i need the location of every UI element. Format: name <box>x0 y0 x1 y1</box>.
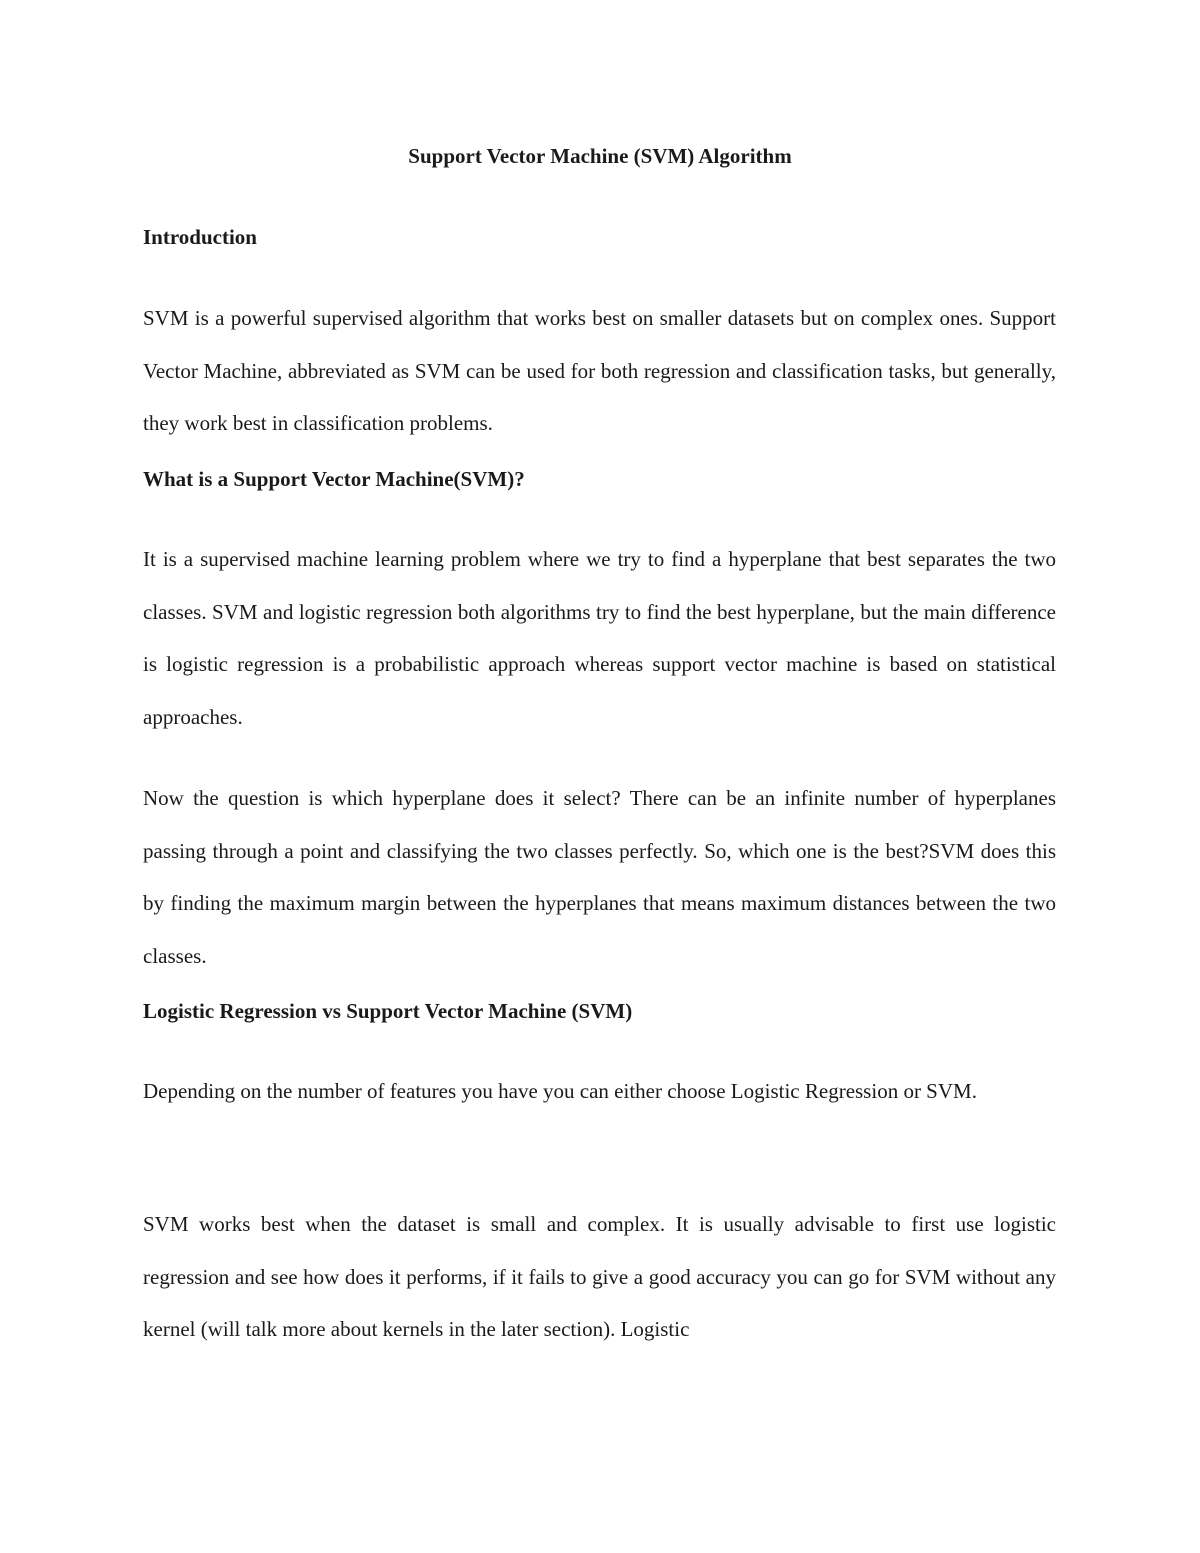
paragraph-svm-small-datasets: SVM works best when the dataset is small and complex. It is usually advisable to first use logistic regression and see how does it performs, if it fails to give a good accuracy you can go for SVM without any kernel (will talk more about kernels in the later section). Logistic <box>143 1212 1056 1342</box>
paragraph-feature-choice: Depending on the number of features you have you can either choose Logistic Regression or SVM. <box>143 1079 977 1103</box>
paragraph-svm-definition: It is a supervised machine learning problem where we try to find a hyperplane that best separates the two classes. SVM and logistic regression both algorithms try to find the best hyperplane, but the main difference is logistic regression is a probabilistic approach whereas support vector machine is based on statistical approaches. <box>143 547 1056 730</box>
paragraph-hyperplane-selection: Now the question is which hyperplane does it select? There can be an infinite number of hyperplanes passing through a point and classifying the two classes perfectly. So, which one is the best?SVM does this by finding the maximum margin between the hyperplanes that means maximum distances between the two classes. <box>143 786 1056 969</box>
section-heading-introduction: Introduction <box>143 225 257 249</box>
paragraph-introduction: SVM is a powerful supervised algorithm that works best on smaller datasets but on complex ones. Support Vector Machine, abbreviated as SVM can be used for both regression and classification tasks, but generally, they work best in classification problems. <box>143 306 1056 436</box>
document-title: Support Vector Machine (SVM) Algorithm <box>408 144 792 168</box>
section-heading-what-is-svm: What is a Support Vector Machine(SVM)? <box>143 467 525 491</box>
section-heading-logistic-vs-svm: Logistic Regression vs Support Vector Machine (SVM) <box>143 999 633 1023</box>
